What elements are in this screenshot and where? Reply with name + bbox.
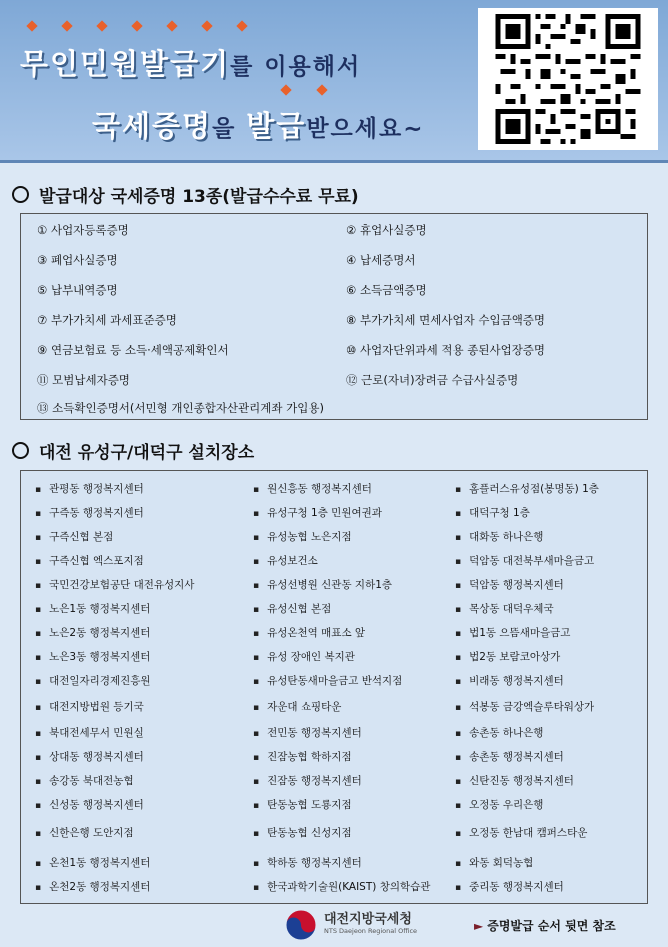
certificate-item: ⑤ 납부내역증명	[37, 283, 118, 297]
headline-line-2: 국세증명을 발급받으세요~	[92, 109, 425, 143]
location-item: ▪ 유성보건소	[253, 553, 318, 568]
location-item: ▪ 목상동 대덕우체국	[455, 601, 554, 616]
location-item: ▪ 유성온천역 매표소 앞	[253, 625, 365, 640]
location-item: ▪ 송촌동 하나은행	[455, 725, 543, 740]
location-item: ▪ 노은3동 행정복지센터	[35, 649, 150, 664]
org-subtitle: NTS Daejeon Regional Office	[324, 927, 418, 935]
qr-code-icon[interactable]	[478, 8, 658, 150]
location-item: ▪ 유성선병원 신관동 지하1층	[253, 577, 392, 592]
location-item: ▪ 온천1동 행정복지센터	[35, 855, 150, 870]
location-item: ▪ 관평동 행정복지센터	[35, 481, 144, 496]
location-item: ▪ 유성농협 노은지점	[253, 529, 352, 544]
location-item: ▪ 구즉동 행정복지센터	[35, 505, 144, 520]
location-item: ▪ 석봉동 금강엑슬루타워상가	[455, 699, 594, 714]
location-item: ▪ 법1동 으뜸새마을금고	[455, 625, 570, 640]
taegeuk-logo-icon	[284, 908, 318, 942]
location-item: ▪ 송강동 북대전농협	[35, 773, 134, 788]
certificate-item: ⑪ 모범납세자증명	[37, 373, 130, 387]
certificate-item: ② 휴업사실증명	[346, 223, 427, 237]
location-list-box	[20, 470, 648, 904]
certificate-list-box	[20, 213, 648, 420]
certificate-item: ⑬ 소득확인증명서(서민형 개인종합자산관리계좌 가입용)	[37, 401, 324, 415]
location-item: ▪ 상대동 행정복지센터	[35, 749, 144, 764]
headline-line-1: 무인민원발급기를 이용해서	[20, 47, 362, 81]
location-item: ▪ 덕암동 대전북부새마을금고	[455, 553, 594, 568]
location-item: ▪ 국민건강보험공단 대전유성지사	[35, 577, 194, 592]
certificate-item: ① 사업자등록증명	[37, 223, 129, 237]
location-item: ▪ 유성신협 본점	[253, 601, 331, 616]
certificate-item: ⑥ 소득금액증명	[346, 283, 427, 297]
certificate-item: ④ 납세증명서	[346, 253, 416, 267]
location-item: ▪ 오정동 한남대 캠퍼스타운	[455, 825, 587, 840]
header-banner	[0, 0, 668, 160]
location-item: ▪ 법2동 보람코아상가	[455, 649, 560, 664]
location-item: ▪ 북대전세무서 민원실	[35, 725, 144, 740]
nts-logo	[284, 908, 434, 942]
certificate-item: ⑦ 부가가치세 과세표준증명	[37, 313, 177, 327]
location-item: ▪ 비래동 행정복지센터	[455, 673, 564, 688]
location-item: ▪ 한국과학기술원(KAIST) 창의학습관	[253, 879, 430, 894]
location-item: ▪ 유성구청 1층 민원여권과	[253, 505, 382, 520]
diamond-decoration	[28, 20, 258, 34]
certificate-item: ⑨ 연금보험료 등 소득·세액공제확인서	[37, 343, 229, 357]
location-item: ▪ 온천2동 행정복지센터	[35, 879, 150, 894]
section-locations-title: 대전 유성구/대덕구 설치장소	[12, 438, 254, 463]
header-divider	[0, 160, 668, 163]
certificate-item: ⑧ 부가가치세 면세사업자 수입금액증명	[346, 313, 546, 327]
footer-note: ► 증명발급 순서 뒷면 참조	[474, 919, 616, 933]
location-item: ▪ 중리동 행정복지센터	[455, 879, 564, 894]
location-item: ▪ 노은1동 행정복지센터	[35, 601, 150, 616]
location-item: ▪ 전민동 행정복지센터	[253, 725, 362, 740]
location-item: ▪ 대전일자리경제진흥원	[35, 673, 151, 688]
certificate-item: ③ 폐업사실증명	[37, 253, 118, 267]
circle-bullet-icon	[12, 442, 29, 459]
location-item: ▪ 오정동 우리은행	[455, 797, 543, 812]
location-item: ▪ 학하동 행정복지센터	[253, 855, 362, 870]
location-item: ▪ 탄동농협 신성지점	[253, 825, 352, 840]
location-item: ▪ 대화동 하나은행	[455, 529, 543, 544]
diamond-decoration	[282, 84, 342, 98]
location-item: ▪ 유성탄동새마을금고 반석지점	[253, 673, 402, 688]
location-item: ▪ 노은2동 행정복지센터	[35, 625, 150, 640]
location-item: ▪ 진잠농협 학하지점	[253, 749, 352, 764]
location-item: ▪ 신성동 행정복지센터	[35, 797, 144, 812]
location-item: ▪ 와동 회덕농협	[455, 855, 533, 870]
location-item: ▪ 홈플러스유성점(봉명동) 1층	[455, 481, 599, 496]
certificate-item: ⑫ 근로(자녀)장려금 수급사실증명	[346, 373, 519, 387]
location-item: ▪ 덕암동 행정복지센터	[455, 577, 564, 592]
location-item: ▪ 자운대 쇼핑타운	[253, 699, 341, 714]
certificate-item: ⑩ 사업자단위과세 적용 종된사업장증명	[346, 343, 546, 357]
location-item: ▪ 원신흥동 행정복지센터	[253, 481, 372, 496]
location-item: ▪ 신탄진동 행정복지센터	[455, 773, 574, 788]
location-item: ▪ 대전지방법원 등기국	[35, 699, 144, 714]
circle-bullet-icon	[12, 186, 29, 203]
location-item: ▪ 신한은행 도안지점	[35, 825, 134, 840]
location-item: ▪ 송촌동 행정복지센터	[455, 749, 564, 764]
location-item: ▪ 진잠동 행정복지센터	[253, 773, 362, 788]
org-name: 대전지방국세청	[324, 912, 412, 927]
location-item: ▪ 대덕구청 1층	[455, 505, 530, 520]
arrow-icon: ►	[474, 919, 484, 933]
location-item: ▪ 구즉신협 엑스포지점	[35, 553, 144, 568]
section-certificates-title: 발급대상 국세증명 13종(발급수수료 무료)	[12, 182, 359, 207]
location-item: ▪ 유성 장애인 복지관	[253, 649, 355, 664]
location-item: ▪ 구즉신협 본점	[35, 529, 113, 544]
location-item: ▪ 탄동농협 도룡지점	[253, 797, 352, 812]
